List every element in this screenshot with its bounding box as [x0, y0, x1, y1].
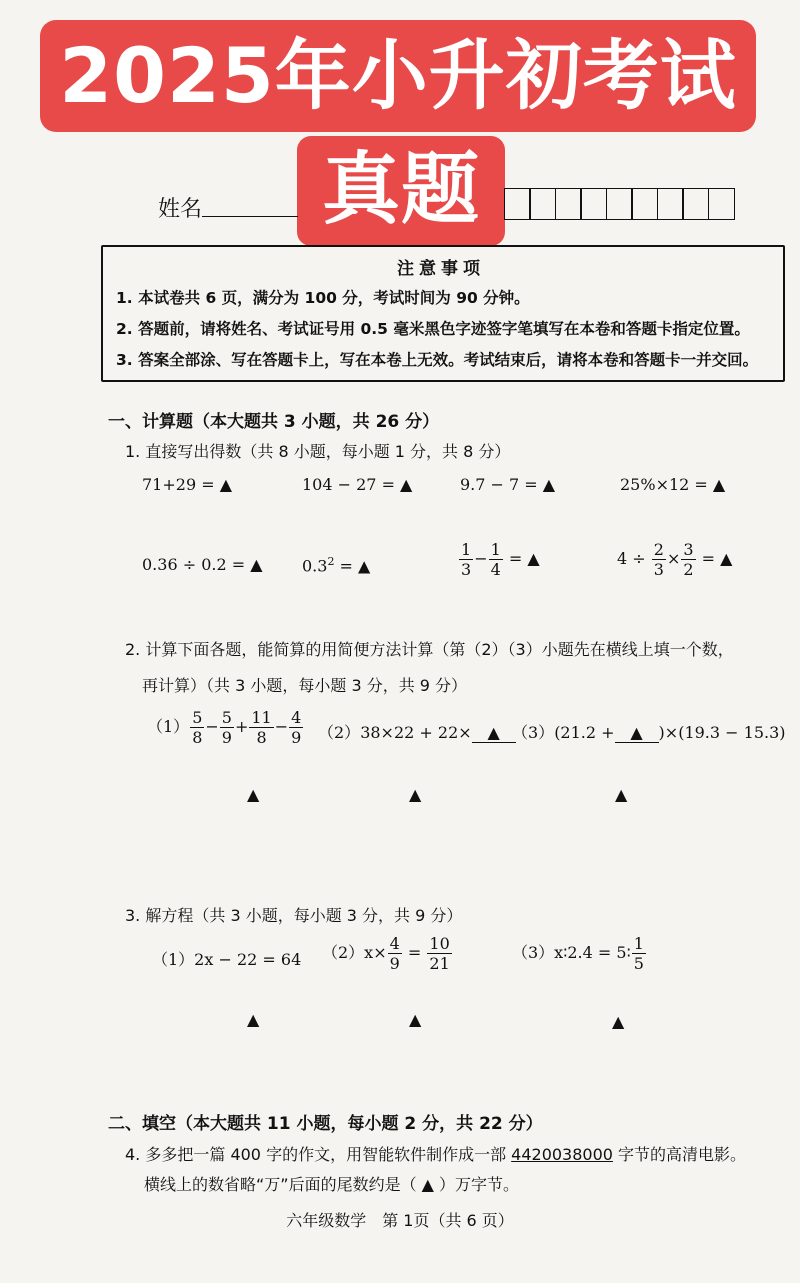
q1-tail: = ▲	[334, 556, 371, 576]
exam-number-box	[657, 188, 684, 220]
q1-item: 71+29 = ▲	[142, 475, 233, 494]
q1-item	[302, 555, 370, 575]
q1-item: 104 − 27 = ▲	[302, 475, 413, 494]
notice-title: 注意事项	[397, 259, 485, 279]
q1-base: 0.3	[302, 556, 328, 576]
question-1-title: 1. 直接写出得数（共 8 小题，每小题 1 分，共 8 分）	[125, 442, 511, 461]
answer-marker: ▲	[615, 785, 628, 804]
answer-blank: ▲	[472, 723, 516, 743]
exam-number-box	[631, 188, 658, 220]
exam-number-box	[708, 188, 735, 220]
q1-item: $\frac{1}{3}$ − $\frac{1}{4}$ = ▲	[461, 540, 540, 580]
q1-exponent: 2	[327, 555, 335, 568]
q1-item: 4 ÷ $\frac{2}{3}$ × $\frac{3}{2}$ = ▲	[617, 540, 733, 580]
exam-number-box	[555, 188, 582, 220]
exam-number-boxes	[505, 188, 735, 220]
name-label: 姓名	[158, 197, 203, 222]
fraction: $\frac{2}{3}$	[653, 540, 664, 580]
q1-item: 9.7 − 7 = ▲	[460, 475, 556, 494]
question-2-title-cont: 再计算）（共 3 小题，每小题 3 分，共 9 分）	[142, 676, 468, 695]
answer-marker: ▲	[247, 785, 260, 804]
exam-number-box	[504, 188, 531, 220]
q3-part-2: （2）x× $\frac{4}{9}$ = $\frac{10}{21}$	[322, 934, 450, 974]
q3-part-1: （1）2x − 22 = 64	[152, 950, 302, 969]
q1-item: 0.36 ÷ 0.2 = ▲	[142, 555, 263, 574]
notice-item: 1. 本试卷共 6 页，满分为 100 分，考试时间为 90 分钟。	[116, 289, 530, 307]
q3-part-3: （3）x∶2.4 = 5∶ $\frac{1}{5}$	[512, 934, 644, 974]
q2-part-3: （3）(21.2 + ▲ )×(19.3 − 15.3)	[512, 723, 786, 742]
answer-marker: ▲	[247, 1010, 260, 1029]
question-4-cont: 横线上的数省略“万”后面的尾数约是（ ▲ ）万字节。	[144, 1175, 520, 1194]
q2-part-2: （2）38×22 + 22× ▲	[318, 720, 516, 743]
fraction: $\frac{1}{4}$	[490, 540, 501, 580]
underlined-number: 4420038000	[511, 1145, 613, 1164]
answer-marker: ▲	[612, 1012, 625, 1031]
banner-subtitle: 真题	[321, 145, 480, 235]
notice-item: 2. 答题前，请将姓名、考试证号用 0.5 毫米黑色字迹签字笔填写在本卷和答题卡指定位置。	[116, 320, 750, 338]
notice-item: 3. 答案全部涂、写在答题卡上，写在本卷上无效。考试结束后，请将本卷和答题卡一并交回。	[116, 351, 759, 369]
question-4: 4. 多多把一篇 400 字的作文，用智能软件制作成一部 4420038000 字节的高清电影。	[125, 1145, 747, 1164]
section-1-title: 一、计算题（本大题共 3 小题，共 26 分）	[108, 412, 440, 432]
question-3-title: 3. 解方程（共 3 小题，每小题 3 分，共 9 分）	[125, 906, 463, 925]
exam-number-box	[529, 188, 556, 220]
exam-number-box	[682, 188, 709, 220]
question-2-title: 2. 计算下面各题，能简算的用简便方法计算（第（2）（3）小题先在横线上填一个数，	[125, 640, 734, 659]
answer-marker: ▲	[409, 1010, 422, 1029]
fraction: $\frac{1}{3}$	[461, 540, 472, 580]
banner-title: 2025年小升初考试	[59, 31, 737, 120]
exam-number-box	[580, 188, 607, 220]
answer-marker: ▲	[409, 785, 422, 804]
page-footer: 六年级数学 第 1页（共 6 页）	[286, 1211, 514, 1230]
exam-number-box	[606, 188, 633, 220]
q2-part-1: （1） $\frac{5}{8}$ − $\frac{5}{9}$ + $\frac{11}{8}$ − $\frac{4}{9}$	[147, 708, 302, 748]
fraction: $\frac{3}{2}$	[683, 540, 694, 580]
name-field-line	[202, 216, 298, 217]
section-2-title: 二、填空（本大题共 11 小题，每小题 2 分，共 22 分）	[108, 1114, 543, 1134]
answer-blank: ▲	[615, 723, 659, 743]
q1-item: 25%×12 = ▲	[620, 475, 726, 494]
